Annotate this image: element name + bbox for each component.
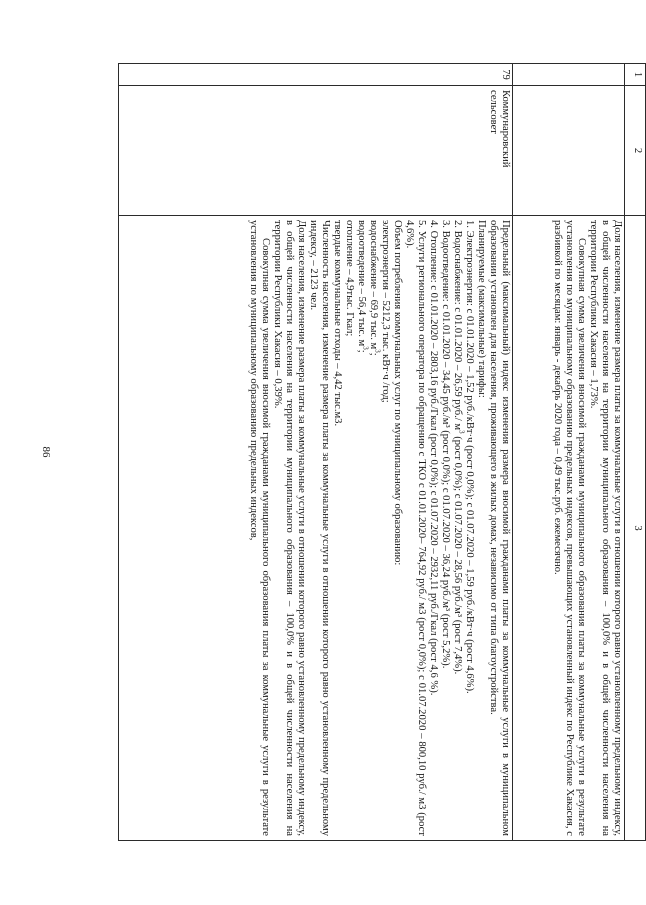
row-79-volume-title: Объем потребления коммунальных услуг по муниципальному образованию:: [392, 220, 403, 566]
row-79-sum: Совокупная сумма увеличения вносимой гражданами муниципального образования платы за коммунальные услуги в результате установления по муниципальному образованию предельных индексов,: [248, 220, 271, 836]
row-cont-share-paragraph: Доля населения, изменение размера платы за коммунальные услуги в отношении которого равно установленному предельному индексу, в общей численности населения на территории муниципального образования – 100,0% и в общей численности населения на территории Республики Хакасия – 1,73%.: [588, 220, 623, 836]
row-79-share: Доля населения, изменение размера платы за коммунальные услуги в отношении которого равно установленному предельному индексу, в общей численности населения на территории муниципального образования – 100,0% и в общей численности населения на территории Республики Хакасия – 0,39%.: [272, 220, 307, 836]
header-col-3: 3: [625, 216, 646, 841]
row-79-population: Численность населения, изменение размера платы за коммунальные услуги в отношении которого равно установленному предельному индексу, – 2123 чел.: [308, 220, 331, 836]
row-79-vol-water: [367, 220, 382, 836]
row-cont-sum-paragraph: Совокупная сумма увеличения вносимой гражданами муниципального образования платы за коммунальные услуги в результате установления по муниципальному образованию предельных индексов, превышающих установленный индекс по Республике Хакасия, с разбивкой по месяцам: январь - декабрь 2020 года – 0,49 тыс.руб. ежемесячно.: [552, 220, 587, 836]
header-col-1: 1: [625, 64, 646, 86]
row-79-tariff-3: 3. Водоотведение: с 01.01.2020 – 34,45 руб./м³ (рост 0,0%); с 01.07.2020 – 36,24 руб./м³ (рост 5,2%).: [440, 220, 451, 669]
row-79-municipality: Коммунаровский сельсовет: [119, 86, 513, 216]
header-col-2: 2: [625, 86, 646, 216]
row-79-tariff-1: 1. Электроэнергия: с 01.01.2020 – 1,52 руб./кВт·ч (рост 0,0%); с 01.07.2020 – 1,59 руб./кВт·ч (рост 4,6%).: [464, 220, 475, 694]
row-79-tariff-5: 5. Услуги регионального оператора по обращению с ТКО с 01.01.2020– 764,92 руб./ м3 (рост 0,0%); с 01.07.2020 – 800,10 руб./ м3 (рост 4,6%).: [404, 220, 427, 836]
row-79-intro: Предельный (максимальный) индекс изменения размера вносимой гражданами платы за коммунальные услуги в муниципальном образовании установлен для населения, проживающего в жилых домах, независимо от типа благоустройства.: [488, 220, 511, 836]
row-79-text: [119, 216, 513, 841]
tariff-2-tail: (рост 0,0%); с 01.07.2020 – 28,56 руб./м³ (рост 7,4%).: [452, 433, 463, 675]
row-79-tariff-4: 4. Отопление: с 01.01.2020 – 2803,16 руб./Гкал (рост 0,0%); с 01.07.2020 – 2932,11 руб./Гкал (рост 4,6 %).: [428, 220, 439, 696]
row-79-vol-sewage: [355, 220, 370, 836]
row-79-vol-waste: твердые коммунальные отходы – 4,42 тыс.м3.: [332, 220, 343, 427]
indices-table: [118, 63, 646, 841]
tariff-2-sup: 3: [457, 430, 466, 434]
page-number: 86: [40, 446, 52, 458]
row-79-number: 79: [119, 64, 513, 86]
tariff-2-text: 2. Водоснабжение: с 01.01.2020 – 26,59 руб./ м: [452, 220, 463, 431]
row-79-tariffs-title: Планируемые (максимальные) тарифы:: [476, 220, 487, 398]
vol-sewage-sup: 3: [361, 346, 370, 350]
vol-sewage-text: водоотведение – 56,4 тыс. м: [356, 220, 367, 347]
vol-water-text: водоснабжение – 69,9 тыс. м: [368, 220, 379, 350]
vol-water-tail: ;: [368, 352, 379, 356]
table-header-row: [625, 64, 646, 841]
row-79-tariff-2: [451, 220, 466, 836]
row-79-vol-heating: отопление – 4,9тыс. Гкал;: [344, 220, 355, 337]
row-cont-number: [513, 64, 625, 86]
row-79-vol-electricity: электроэнергия – 5212,3 тыс. кВт·ч /год;: [380, 220, 391, 403]
row-cont-municipality: [513, 86, 625, 216]
table-row-79: [119, 64, 513, 841]
row-cont-text: [513, 216, 625, 841]
vol-sewage-tail: ;: [356, 349, 367, 353]
vol-water-sup: 3: [373, 349, 382, 353]
rotated-table-container: [118, 63, 646, 841]
table-row-continuation: [513, 64, 625, 841]
